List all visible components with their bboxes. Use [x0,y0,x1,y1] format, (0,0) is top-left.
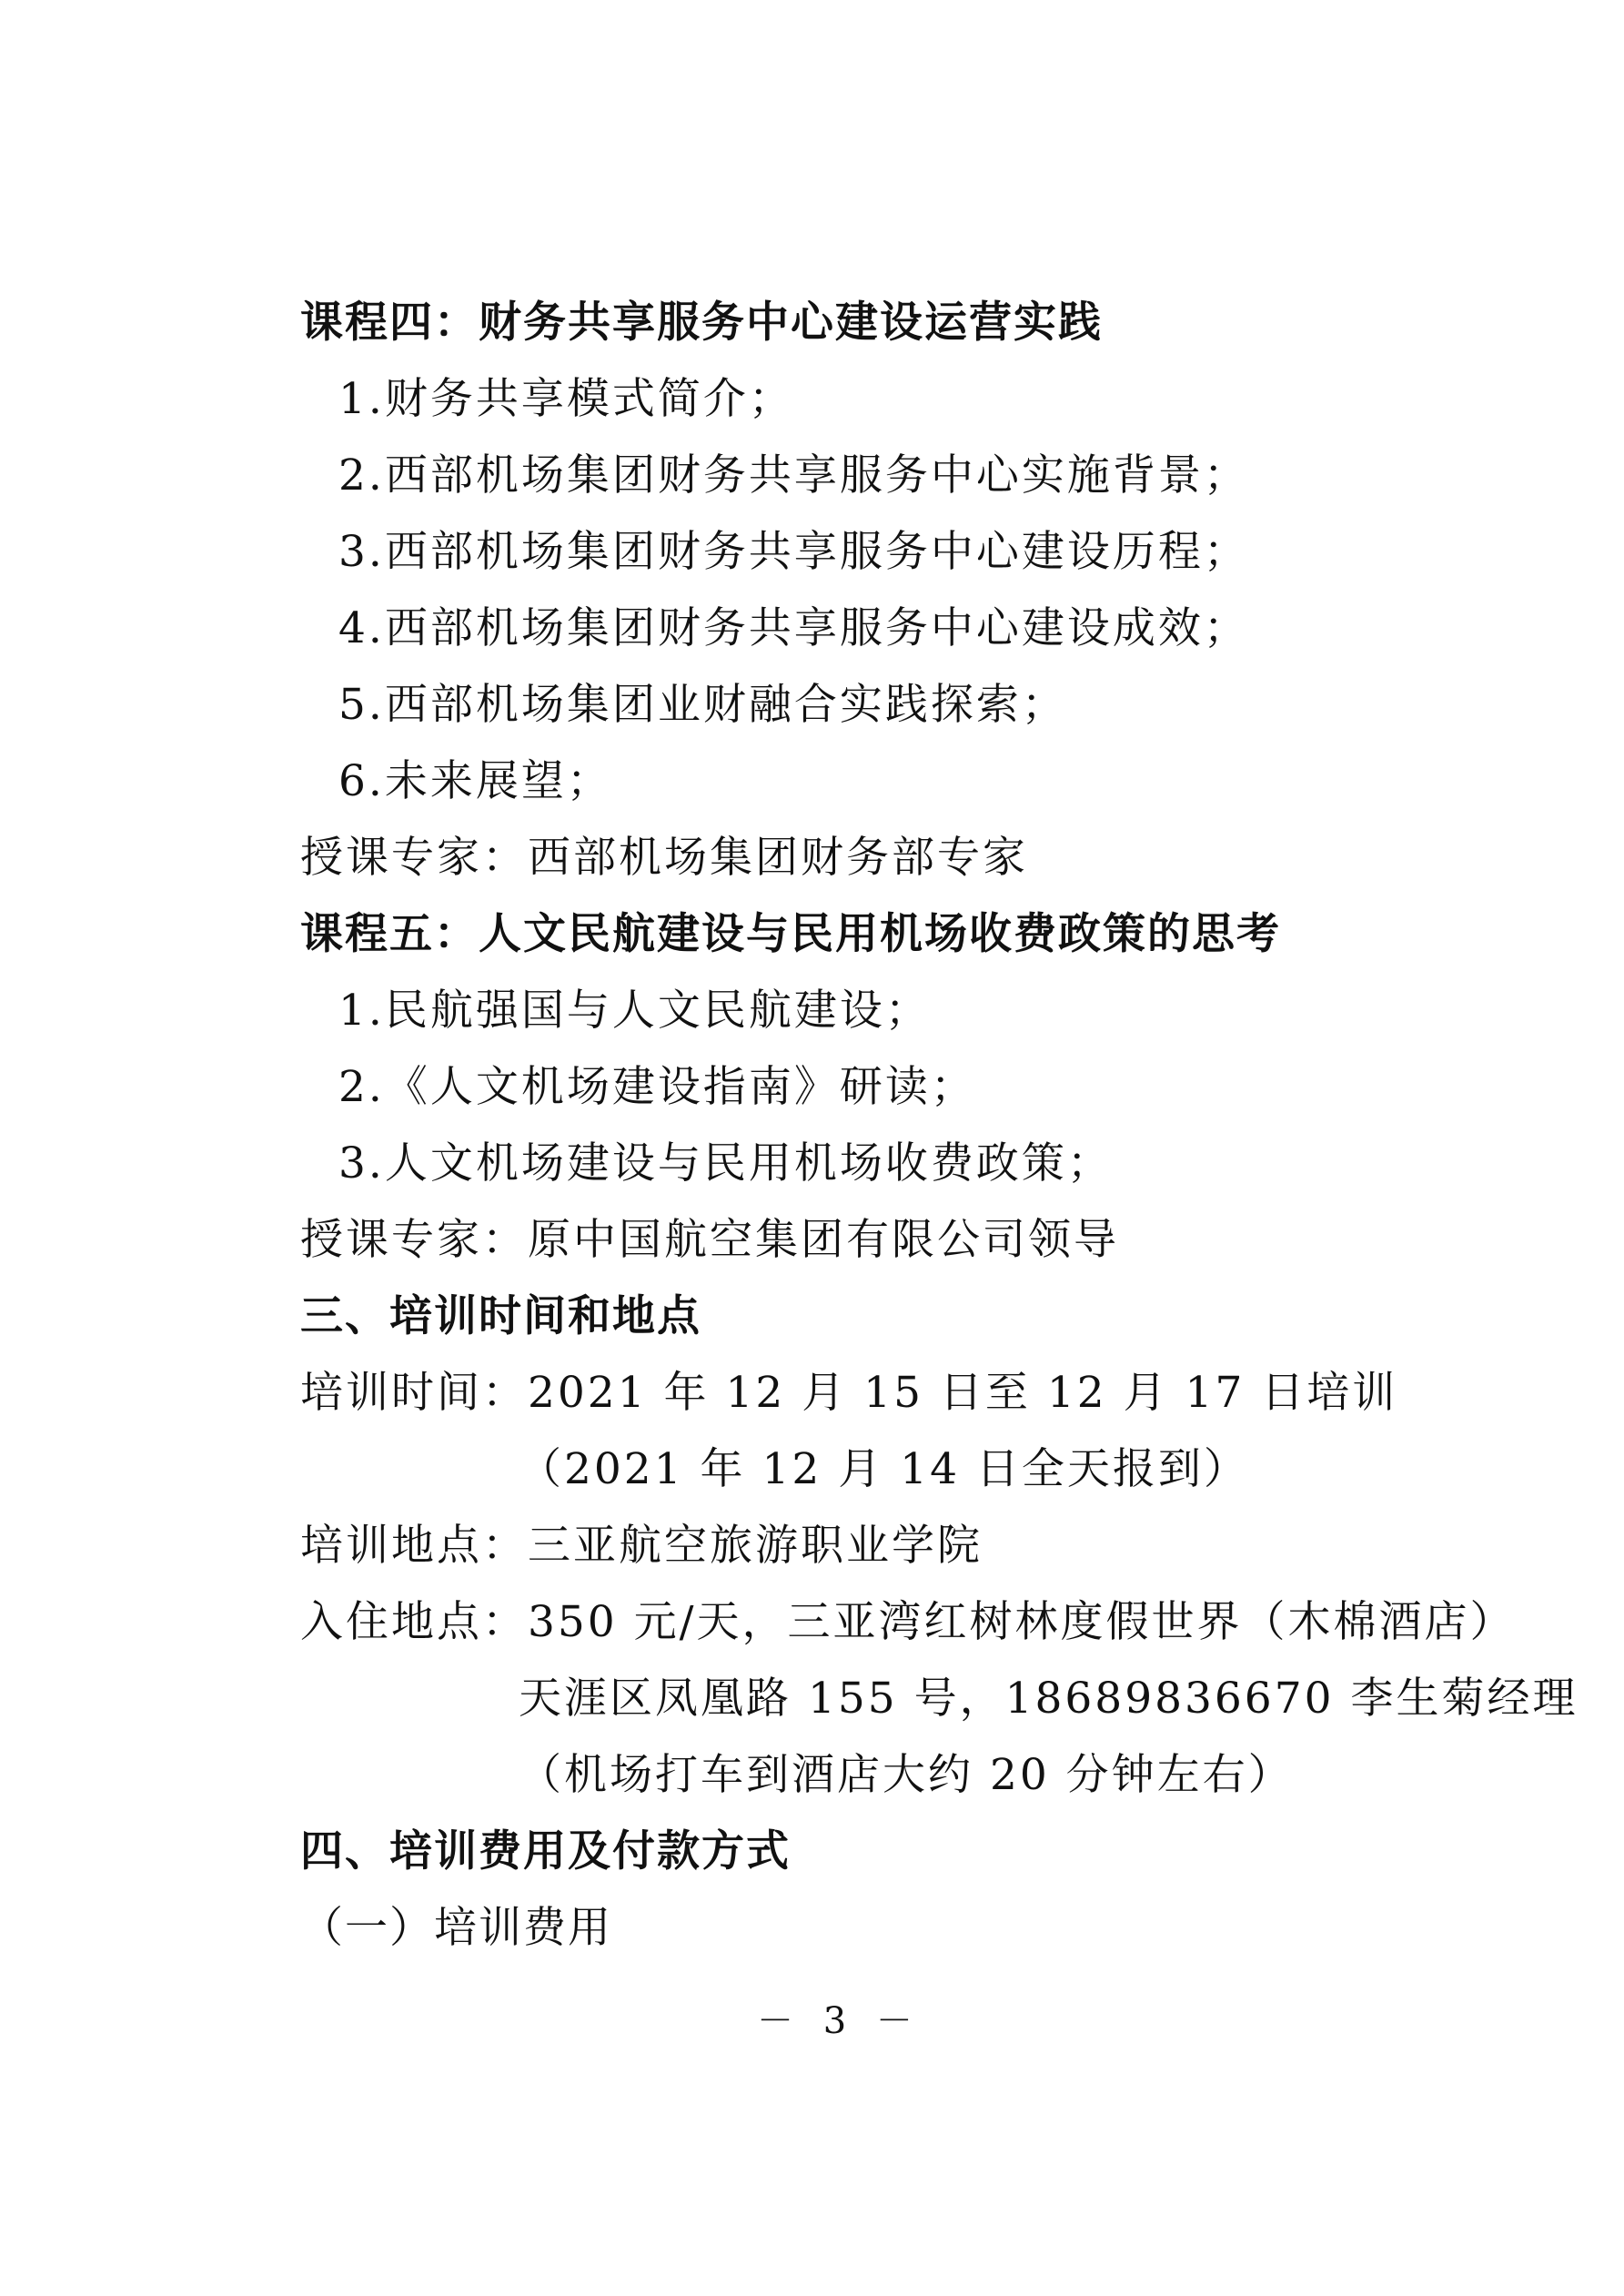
course4-item-1: 1.财务共享模式简介； [338,374,794,424]
course4-expert: 授课专家：西部机场集团财务部专家 [300,833,1028,883]
lodging-address: 天涯区凤凰路 155 号，18689836670 李生菊经理 [519,1674,1579,1724]
course4-item-2: 2.西部机场集团财务共享服务中心实施背景； [338,450,1249,501]
course4-item-3: 3.西部机场集团财务共享服务中心建设历程； [338,527,1249,577]
course5-item-1: 1.民航强国与人文民航建设； [338,986,931,1036]
course5-title: 课程五：人文民航建设与民用机场收费政策的思考 [300,909,1281,959]
section4-heading: 四、培训费用及付款方式 [300,1826,791,1876]
training-place: 培训地点：三亚航空旅游职业学院 [300,1521,983,1571]
lodging-note: （机场打车到酒店大约 20 分钟左右） [519,1750,1294,1800]
course5-item-3: 3.人文机场建设与民用机场收费政策； [338,1138,1113,1188]
course5-item-2: 2.《人文机场建设指南》研读； [338,1062,976,1112]
course4-item-6: 6.未来展望； [338,756,612,806]
training-time: 培训时间：2021 年 12 月 15 日至 12 月 17 日培训 [300,1368,1398,1418]
training-time-note: （2021 年 12 月 14 日全天报到） [519,1444,1249,1494]
course4-title: 课程四：财务共享服务中心建设运营实践 [300,298,1103,348]
lodging-place: 入住地点：350 元/天，三亚湾红树林度假世界（木棉酒店） [300,1597,1516,1647]
section3-heading: 三、培训时间和地点 [300,1291,701,1341]
page-number: － 3 － [757,2000,922,2042]
section4-sub1: （一）培训费用 [300,1903,612,1953]
course5-expert: 授课专家：原中国航空集团有限公司领导 [300,1215,1119,1265]
course4-item-5: 5.西部机场集团业财融合实践探索； [338,680,1067,730]
course4-item-4: 4.西部机场集团财务共享服务中心建设成效； [338,603,1249,653]
